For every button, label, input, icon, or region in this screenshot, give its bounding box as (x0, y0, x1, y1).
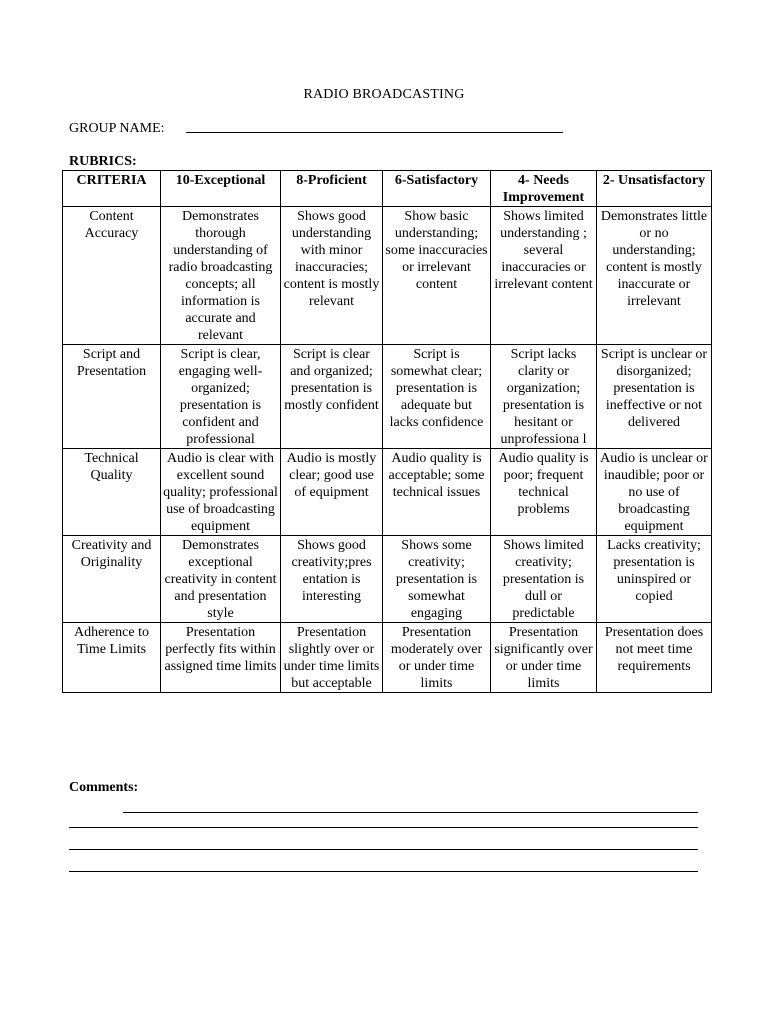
header-criteria: CRITERIA (63, 171, 161, 207)
criteria-cell: Content Accuracy (63, 207, 161, 345)
table-cell: Audio quality is acceptable; some technical issues (383, 449, 491, 536)
table-cell: Demonstrates little or no understanding; content is mostly inaccurate or irrelevant (597, 207, 712, 345)
table-cell: Lacks creativity; presentation is uninspired or copied (597, 536, 712, 623)
header-unsatisfactory: 2- Unsatisfactory (597, 171, 712, 207)
table-cell: Demonstrates thorough understanding of radio broadcasting concepts; all information is accurate and relevant (161, 207, 281, 345)
table-row (63, 345, 712, 449)
table-cell: Presentation does not meet time requirements (597, 623, 712, 693)
table-cell: Presentation moderately over or under time limits (383, 623, 491, 693)
group-name-label: GROUP NAME: (69, 121, 165, 136)
table-cell: Demonstrates exceptional creativity in content and presentation style (161, 536, 281, 623)
header-exceptional: 10-Exceptional (161, 171, 281, 207)
table-cell: Show basic understanding; some inaccuracies or irrelevant content (383, 207, 491, 345)
table-row (63, 207, 712, 345)
table-cell: Presentation significantly over or under time limits (491, 623, 597, 693)
table-cell: Script lacks clarity or organization; presentation is hesitant or unprofessiona l (491, 345, 597, 449)
table-row (63, 449, 712, 536)
rubrics-label: RUBRICS: (69, 154, 137, 169)
document-title: RADIO BROADCASTING (303, 87, 465, 102)
table-cell: Script is somewhat clear; presentation is adequate but lacks confidence (383, 345, 491, 449)
table-cell: Shows good creativity;pres entation is interesting (281, 536, 383, 623)
table-row (63, 623, 712, 693)
table-cell: Script is clear and organized; presentation is mostly confident (281, 345, 383, 449)
table-cell: Audio quality is poor; frequent technical problems (491, 449, 597, 536)
table-row (63, 536, 712, 623)
comment-line-4[interactable] (69, 871, 698, 872)
table-cell: Shows limited understanding ; several inaccuracies or irrelevant content (491, 207, 597, 345)
group-name-blank-line[interactable] (186, 132, 563, 133)
criteria-cell: Creativity and Originality (63, 536, 161, 623)
header-needs-improvement: 4- Needs Improvement (491, 171, 597, 207)
criteria-cell: Adherence to Time Limits (63, 623, 161, 693)
table-cell: Audio is unclear or inaudible; poor or no use of broadcasting equipment (597, 449, 712, 536)
comment-line-2[interactable] (69, 827, 698, 828)
table-cell: Audio is mostly clear; good use of equipment (281, 449, 383, 536)
rubric-header-row (63, 171, 712, 207)
table-cell: Script is unclear or disorganized; presentation is ineffective or not delivered (597, 345, 712, 449)
table-cell: Presentation perfectly fits within assigned time limits (161, 623, 281, 693)
table-cell: Script is clear, engaging well-organized; presentation is confident and professional (161, 345, 281, 449)
comment-line-1[interactable] (123, 812, 698, 813)
criteria-cell: Script and Presentation (63, 345, 161, 449)
table-cell: Presentation slightly over or under time limits but acceptable (281, 623, 383, 693)
table-cell: Shows limited creativity; presentation is dull or predictable (491, 536, 597, 623)
comments-label: Comments: (69, 780, 139, 795)
comment-line-3[interactable] (69, 849, 698, 850)
table-cell: Audio is clear with excellent sound quality; professional use of broadcasting equipment (161, 449, 281, 536)
table-cell: Shows good understanding with minor inaccuracies; content is mostly relevant (281, 207, 383, 345)
table-cell: Shows some creativity; presentation is somewhat engaging (383, 536, 491, 623)
header-satisfactory: 6-Satisfactory (383, 171, 491, 207)
rubric-table (62, 170, 712, 693)
header-proficient: 8-Proficient (281, 171, 383, 207)
criteria-cell: Technical Quality (63, 449, 161, 536)
